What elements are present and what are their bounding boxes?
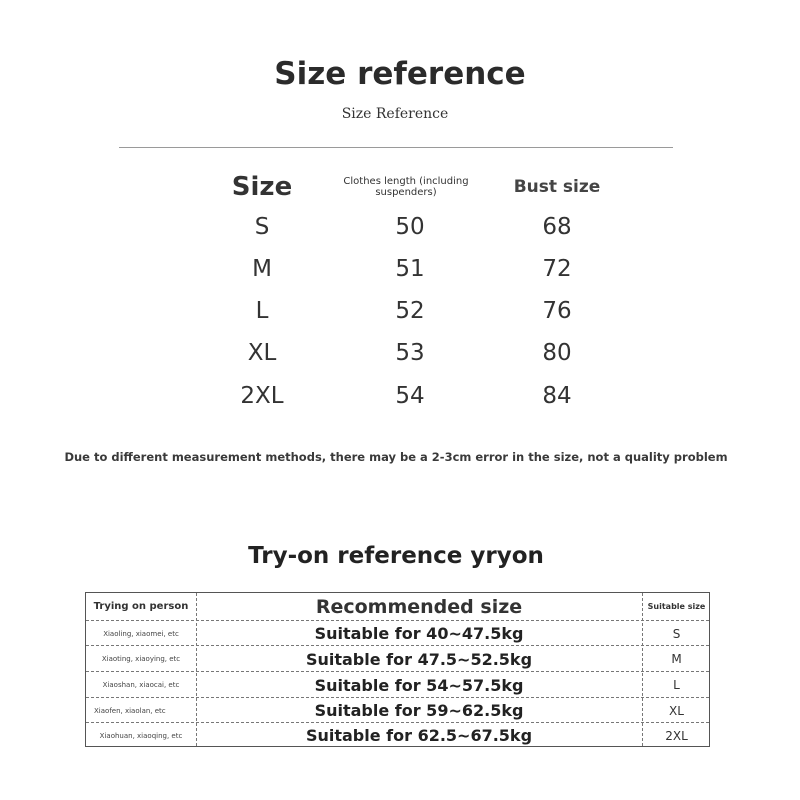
table-row bbox=[86, 620, 709, 646]
tryon-header-row bbox=[86, 593, 709, 620]
suitable-size-cell: L bbox=[673, 678, 680, 692]
table-row bbox=[0, 340, 800, 380]
size-cell: L bbox=[255, 298, 269, 324]
recommended-cell: Suitable for 40~47.5kg bbox=[314, 624, 524, 643]
measurement-note: Due to different measurement methods, there may be a 2-3cm error in the size, not a quality problem bbox=[64, 450, 728, 464]
table-row bbox=[0, 298, 800, 338]
person-cell: Xiaoting, xiaoying, etc bbox=[101, 655, 181, 663]
suitable-size-cell: S bbox=[672, 626, 681, 641]
length-cell: 54 bbox=[395, 383, 425, 409]
length-cell: 52 bbox=[395, 298, 425, 324]
person-cell: Xiaoshan, xiaocai, etc bbox=[102, 681, 180, 689]
recommended-cell: Suitable for 59~62.5kg bbox=[314, 701, 524, 720]
col-header-person: Trying on person bbox=[93, 601, 189, 612]
size-cell: M bbox=[252, 256, 272, 282]
suitable-size-cell: M bbox=[671, 652, 682, 666]
person-cell: Xiaofen, xiaolan, etc bbox=[94, 706, 166, 715]
table-row bbox=[86, 697, 709, 723]
bust-cell: 84 bbox=[542, 383, 572, 409]
col-header-bust: Bust size bbox=[513, 177, 601, 197]
recommended-cell: Suitable for 62.5~67.5kg bbox=[305, 726, 533, 745]
page-subtitle: Size Reference bbox=[341, 106, 449, 122]
tryon-title: Try-on reference yryon bbox=[248, 543, 544, 569]
col-header-size: Size bbox=[231, 172, 293, 202]
bust-cell: 80 bbox=[542, 340, 572, 366]
recommended-cell: Suitable for 54~57.5kg bbox=[314, 675, 524, 695]
table-row bbox=[0, 383, 800, 423]
col-header-length: Clothes length (including suspenders) bbox=[343, 176, 469, 198]
tryon-table bbox=[85, 592, 710, 747]
recommended-cell: Suitable for 47.5~52.5kg bbox=[305, 649, 533, 669]
page-title: Size reference bbox=[274, 56, 526, 92]
person-cell: Xiaohuan, xiaoqing, etc bbox=[99, 731, 183, 740]
suitable-size-cell: 2XL bbox=[665, 728, 688, 743]
divider bbox=[119, 147, 673, 148]
table-row bbox=[0, 256, 800, 296]
table-row bbox=[86, 671, 709, 698]
col-header-suitable-size: Suitable size bbox=[647, 602, 706, 611]
bust-cell: 76 bbox=[542, 298, 572, 324]
bust-cell: 72 bbox=[542, 256, 572, 282]
suitable-size-cell: XL bbox=[669, 703, 684, 718]
size-cell: 2XL bbox=[240, 383, 284, 409]
length-cell: 51 bbox=[395, 256, 425, 282]
person-cell: Xiaoling, xiaomei, etc bbox=[103, 629, 179, 638]
table-row bbox=[86, 722, 709, 748]
table-row bbox=[86, 645, 709, 672]
length-cell: 50 bbox=[395, 214, 425, 240]
col-header-recommended: Recommended size bbox=[315, 595, 523, 618]
size-cell: S bbox=[254, 214, 270, 240]
bust-cell: 68 bbox=[542, 214, 572, 240]
table-row bbox=[0, 214, 800, 254]
length-cell: 53 bbox=[395, 340, 425, 366]
size-cell: XL bbox=[247, 340, 277, 366]
